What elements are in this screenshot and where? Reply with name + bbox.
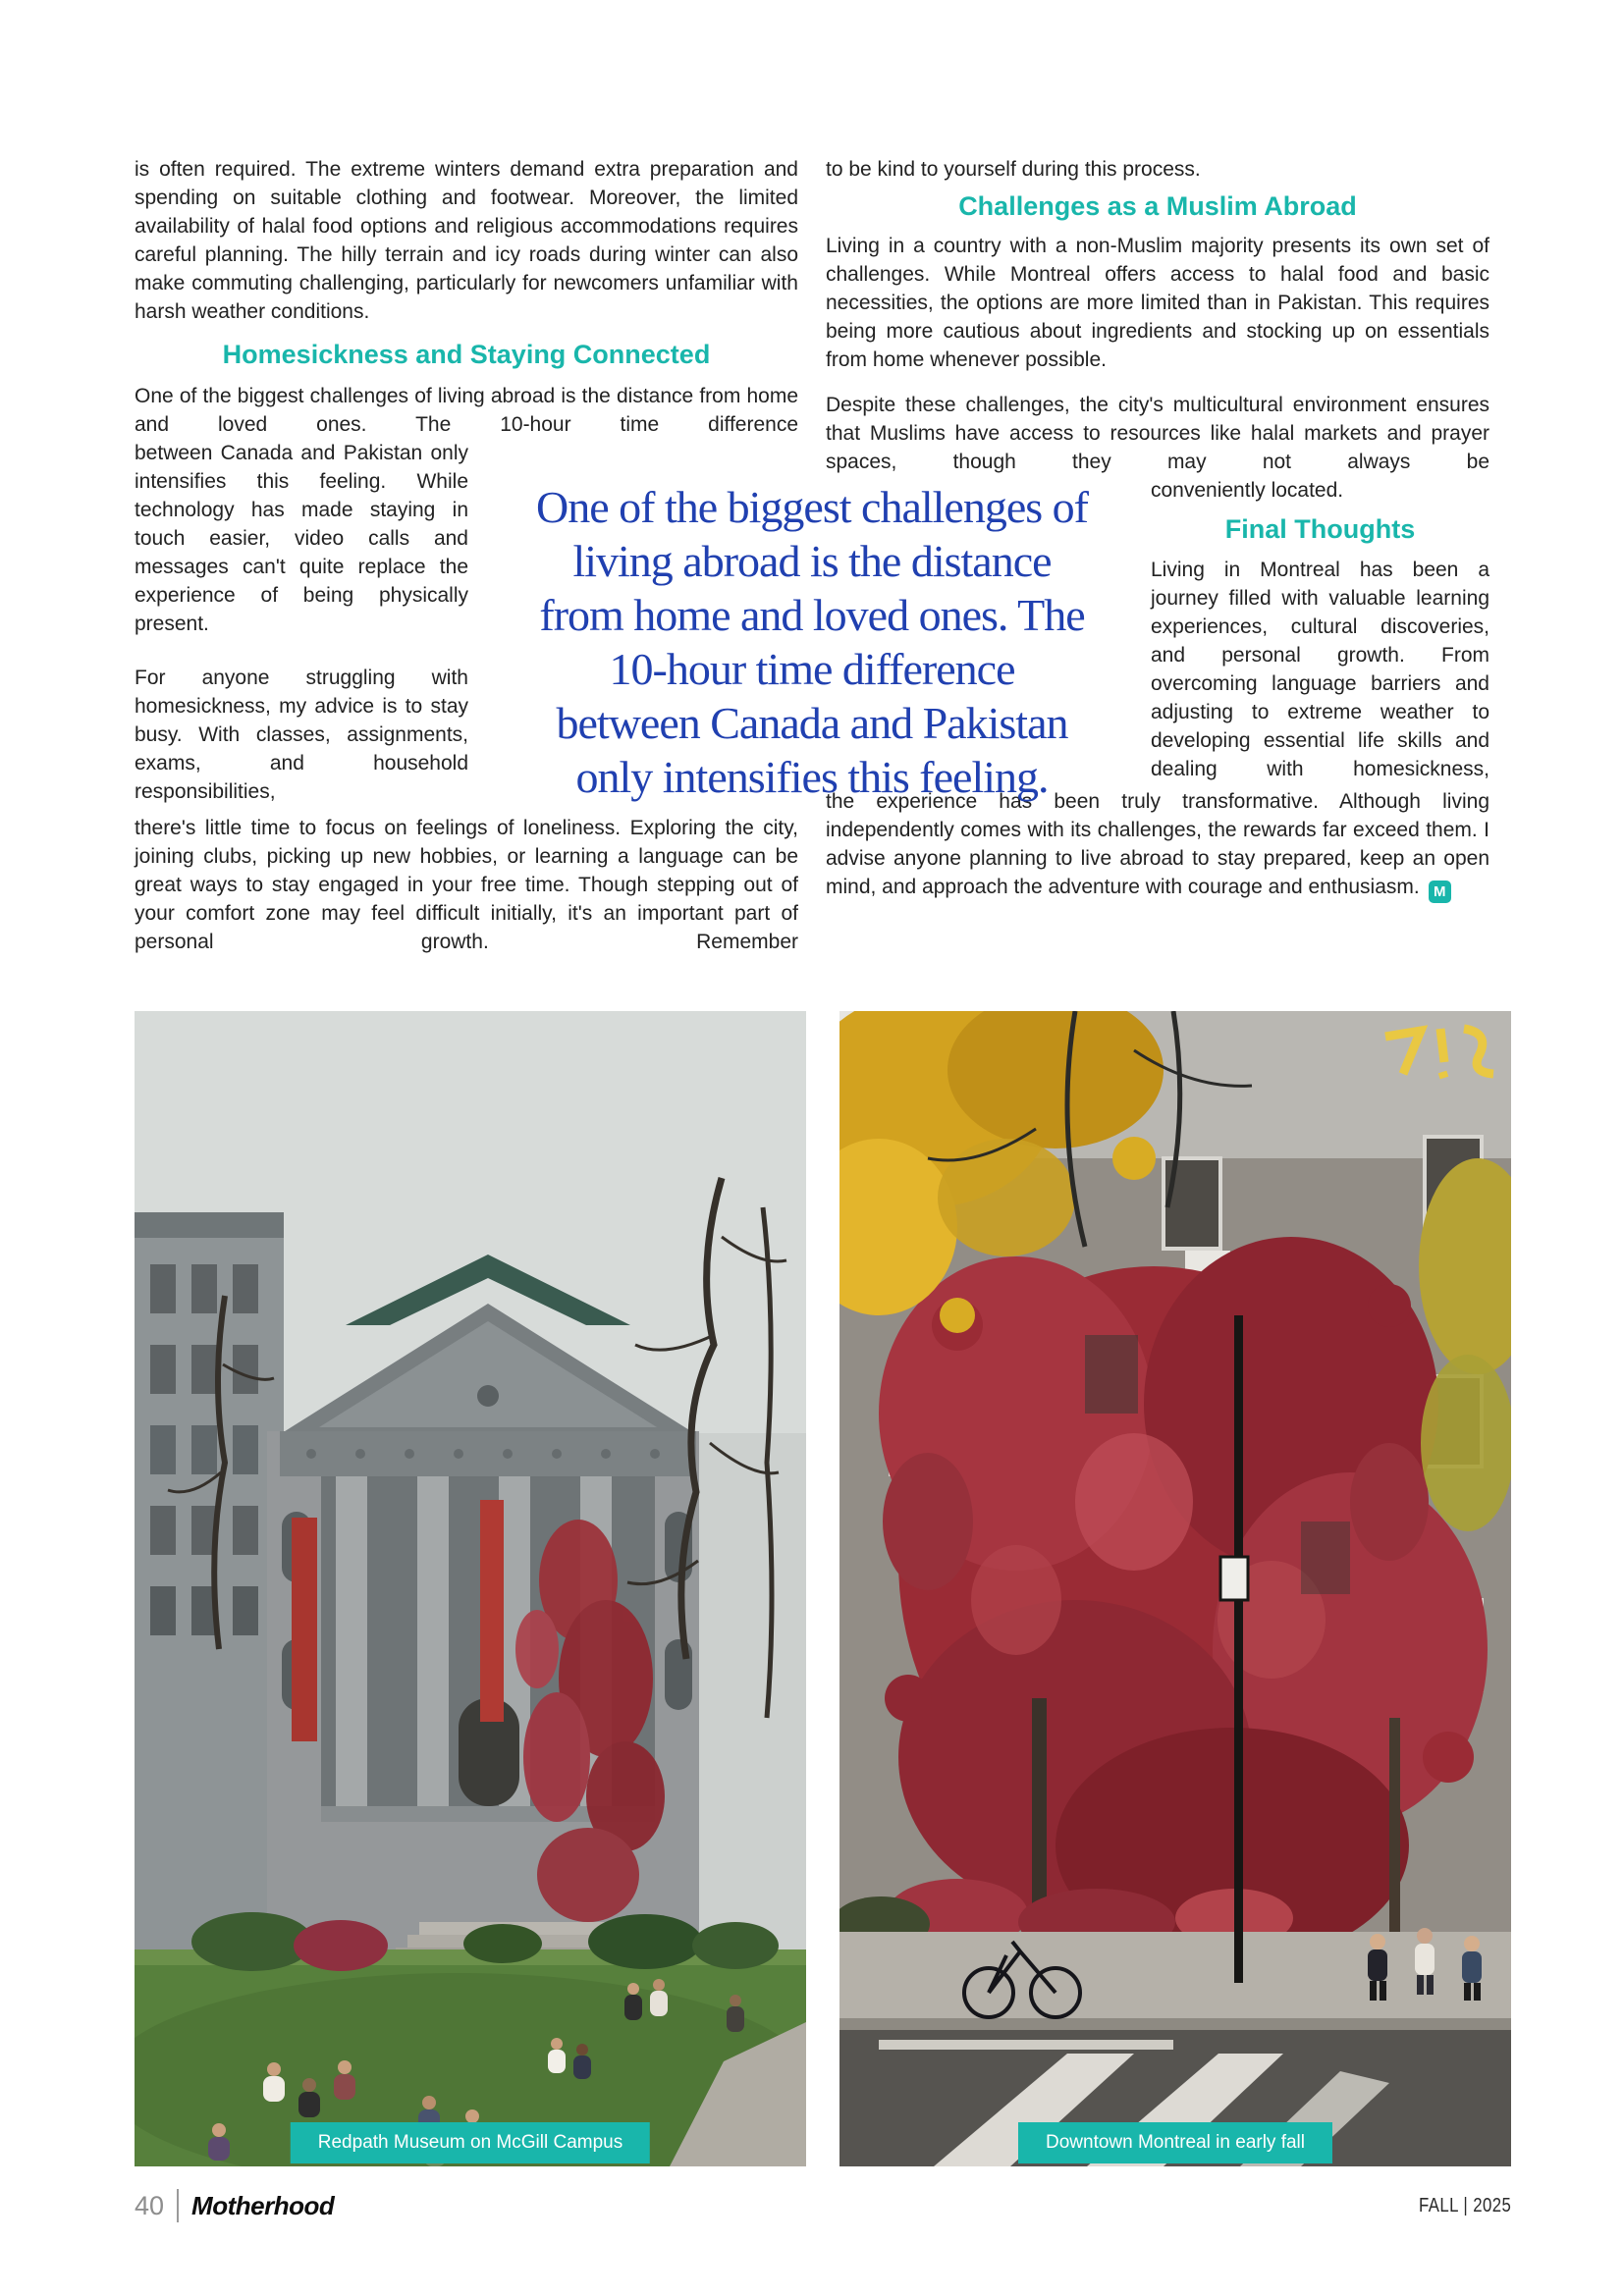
paragraph-wrapped: For anyone struggling with homesickness, my advice is to stay busy. With classes, assignments, exams, and household responsibilities,	[135, 667, 468, 803]
end-of-article-mark: M	[1429, 881, 1451, 903]
paragraph: to be kind to yourself during this process.	[826, 158, 1201, 181]
pull-quote-line: living abroad is the distance	[572, 536, 1052, 586]
section-heading-final-thoughts: Final Thoughts	[1224, 514, 1416, 544]
downtown-illustration	[839, 1011, 1511, 2166]
paragraph: Living in a country with a non-Muslim majority presents its own set of challenges. While Montreal offers access to halal food and basic necessities, the options are more limited than in Pakistan. This requires being more cautious about ingredients and stocking up on essentials from home whenever possible.	[826, 235, 1489, 371]
footer-magazine-name: Motherhood	[191, 2190, 335, 2220]
footer-issue: FALL | 2025	[1418, 2194, 1511, 2216]
footer-page-number: 40	[135, 2190, 165, 2220]
pull-quote-line: One of the biggest challenges of	[536, 482, 1088, 532]
museum-illustration	[135, 1011, 806, 2166]
pull-quote	[432, 480, 1192, 804]
paragraph-closing	[826, 787, 1489, 903]
paragraph-wrapped: between Canada and Pakistan only intensifies this feeling. While technology has made staying in touch easier, video calls and messages can't quite replace the experience of being physically present.	[135, 442, 468, 635]
museum-banner	[292, 1518, 317, 1741]
museum-left-wing	[135, 1212, 284, 1973]
pull-quote-line: between Canada and Pakistan	[556, 698, 1068, 748]
paragraph-wrapped: conveniently located.	[1151, 479, 1344, 502]
pull-quote-line: only intensifies this feeling.	[575, 752, 1049, 802]
paragraph-wrapped: Living in Montreal has been a journey filled with valuable learning experiences, cultural discoveries, and personal growth. From overcoming language barriers and adjusting to extreme weather to developing essential life skills and dealing with homesickness,	[1151, 559, 1489, 780]
tree-trunk	[1389, 1718, 1400, 1944]
downtown-montreal-photo	[839, 1011, 1511, 2166]
section-heading-muslim-abroad: Challenges as a Muslim Abroad	[958, 191, 1357, 221]
pull-quote-line: 10-hour time difference	[609, 644, 1015, 694]
section-heading-homesickness: Homesickness and Staying Connected	[222, 340, 711, 369]
page-footer	[135, 2185, 1511, 2226]
photo-caption-left: Redpath Museum on McGill Campus	[291, 2122, 650, 2163]
museum-banner	[480, 1500, 504, 1722]
paragraph: One of the biggest challenges of living abroad is the distance from home and loved ones. The 10-hour time difference	[135, 385, 798, 436]
pull-quote-line: from home and loved ones. The	[539, 590, 1085, 640]
closing-text: the experience has been truly transformative. Although living independently comes with its challenges, the rewards far exceed them. I advise anyone planning to live abroad to stay prepared, keep an open mind, and approach the adventure with courage and enthusiasm.	[826, 790, 1489, 898]
paragraph: Despite these challenges, the city's multicultural environment ensures that Muslims have access to resources like halal markets and prayer spaces, though they may not always be	[826, 394, 1489, 473]
right-wrapped-block	[1151, 476, 1489, 783]
photo-caption-right: Downtown Montreal in early fall	[1018, 2122, 1332, 2163]
paragraph: is often required. The extreme winters demand extra preparation and spending on suitable clothing and footwear. Moreover, the limited availability of halal food options and religious accommodations requires careful planning. The hilly terrain and icy roads during winter can also make commuting challenging, particularly for newcomers unfamiliar with harsh weather conditions.	[135, 158, 798, 323]
footer-divider	[177, 2189, 179, 2222]
paragraph: there's little time to focus on feelings of loneliness. Exploring the city, joining clubs, picking up new hobbies, or learning a language can be great ways to stay engaged in your free time. Though stepping out of your comfort zone may feel difficult initially, it's an important part of personal growth. Remember	[135, 817, 798, 953]
redpath-museum-photo	[135, 1011, 806, 2166]
